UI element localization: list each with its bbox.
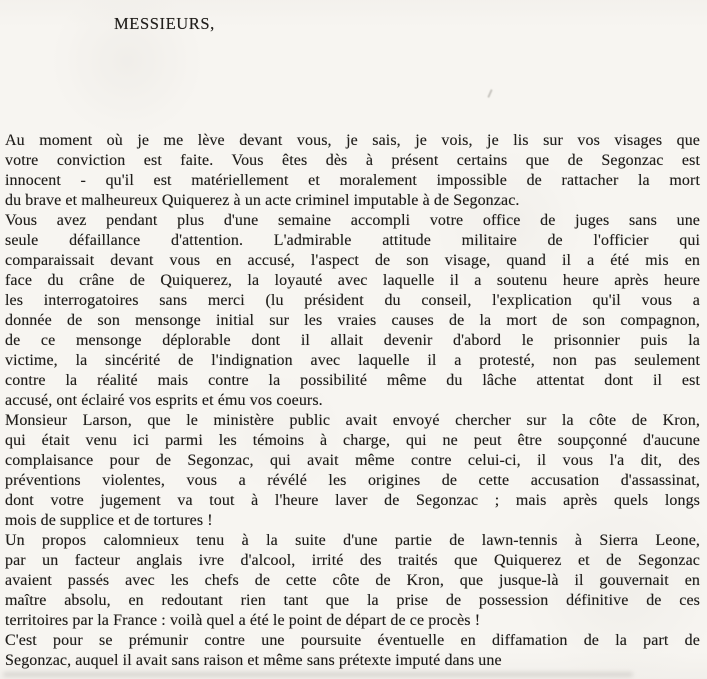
text-line: seule défaillance d'attention. L'admirable attitude militaire de l'officier qui xyxy=(5,232,700,249)
text-line: Segonzac, auquel il avait sans raison et même sans prétexte imputé dans une xyxy=(5,652,502,669)
text-line: comparaissait devant vous en accusé, l'aspect de son visage, quand il a été mis en xyxy=(5,252,700,269)
text-line: donnée de son mensonge initial sur les vraies causes de la mort de son compagnon, xyxy=(5,312,700,329)
text-line: victime, la sincérité de l'indignation avec laquelle il a protesté, non pas seulement xyxy=(5,352,700,369)
text-line: complaisance pour de Segonzac, qui avait même contre celui-ci, il vous l'a dit, des xyxy=(5,452,700,469)
paragraph xyxy=(5,631,700,671)
paragraph xyxy=(5,411,700,531)
text-line: Un propos calomnieux tenu à la suite d'une partie de lawn-tennis à Sierra Leone, xyxy=(5,532,700,549)
document-body xyxy=(5,131,700,671)
text-line: votre conviction est faite. Vous êtes dès à présent certains que de Segonzac est xyxy=(5,152,700,169)
text-line: préventions violentes, vous a révélé les origines de cette accusation d'assassinat, xyxy=(5,472,700,489)
text-line: accusé, ont éclairé vos esprits et ému vos coeurs. xyxy=(5,392,323,409)
text-line: maître absolu, en redoutant rien tant que la prise de possession définitive de ces xyxy=(5,592,700,609)
text-line: Vous avez pendant plus d'une semaine accompli votre office de juges sans une xyxy=(5,212,700,229)
text-line: dont votre jugement va tout à l'heure laver de Segonzac ; mais après quels longs xyxy=(5,492,700,509)
text-line: par un facteur anglais ivre d'alcool, irrité des traités que Quiquerez et de Segonzac xyxy=(5,552,700,569)
text-line: les interrogatoires sans merci (lu président du conseil, l'explication qu'il vous a xyxy=(5,292,700,309)
text-line: avaient passés avec les chefs de cette côte de Kron, que jusque-là il gouvernait en xyxy=(5,572,700,589)
text-line: Monsieur Larson, que le ministère public avait envoyé chercher sur la côte de Kron, xyxy=(5,412,700,429)
text-line: Au moment où je me lève devant vous, je sais, je vois, je lis sur vos visages que xyxy=(5,132,700,149)
text-line: C'est pour se prémunir contre une poursuite éventuelle en diffamation de la part de xyxy=(5,632,700,649)
paragraph xyxy=(5,531,700,631)
text-line: face du crâne de Quiquerez, la loyauté avec laquelle il a soutenu heure après heure xyxy=(5,272,700,289)
salutation: MESSIEURS, xyxy=(114,14,215,33)
paragraph xyxy=(5,211,700,411)
cutoff-next-line-smudge xyxy=(3,672,633,677)
text-line: contre la réalité mais contre la possibilité même du lâche attentat dont il est xyxy=(5,372,700,389)
text-line: mois de supplice et de tortures ! xyxy=(5,512,213,529)
text-line: de ce mensonge déplorable dont il allait devenir d'abord le prisonnier puis la xyxy=(5,332,700,349)
paragraph xyxy=(5,131,700,211)
text-line: territoires par la France : voilà quel a été le point de départ de ce procès ! xyxy=(5,612,481,629)
text-line: innocent - qu'il est matériellement et moralement impossible de rattacher la mort xyxy=(5,172,700,189)
text-line: qui était venu ici parmi les témoins à charge, qui ne peut être soupçonné d'aucune xyxy=(5,432,700,449)
text-line: du brave et malheureux Quiquerez à un acte criminel imputable à de Segonzac. xyxy=(5,192,520,209)
scan-artifact-speck xyxy=(487,89,492,98)
